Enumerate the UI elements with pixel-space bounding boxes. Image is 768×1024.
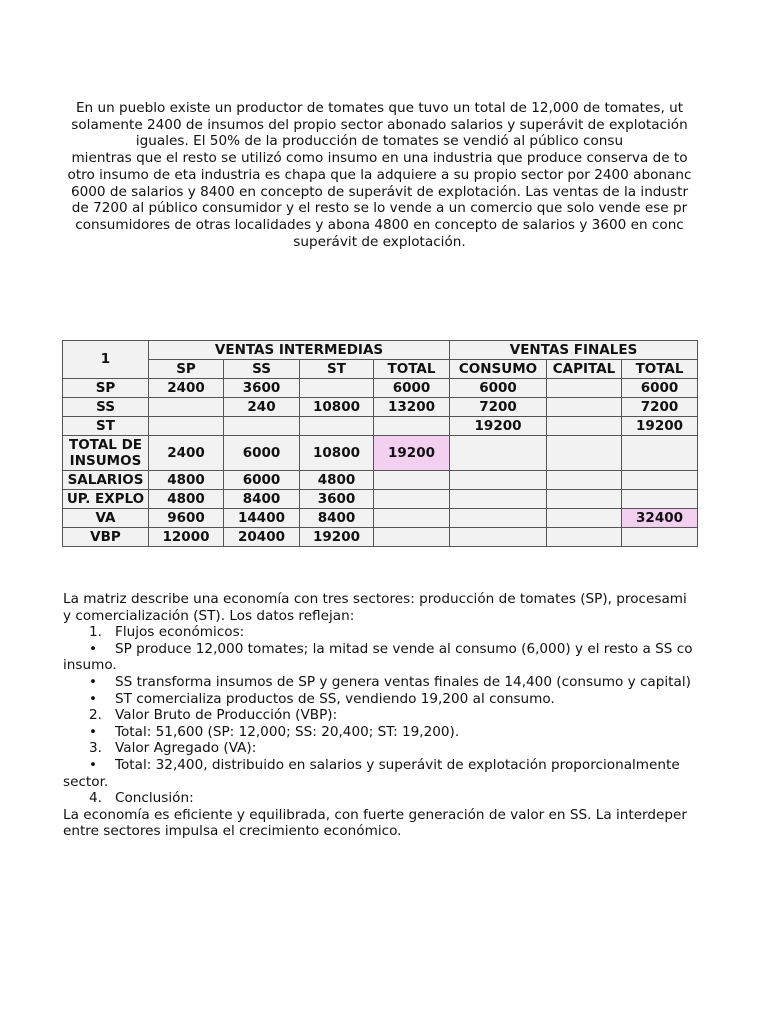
table-cell	[547, 398, 622, 417]
table-cell: 4800	[149, 490, 224, 509]
table-cell	[300, 379, 374, 398]
col-header: CAPITAL	[547, 360, 622, 379]
bullet-item	[63, 674, 696, 691]
intro-line: superávit de explotación.	[293, 233, 466, 250]
table-cell: 6000	[224, 471, 300, 490]
table-cell	[547, 509, 622, 528]
table-row	[63, 528, 698, 547]
table-cell	[224, 417, 300, 436]
numbered-item	[63, 790, 696, 807]
row-header: UP. EXPLO	[63, 490, 149, 509]
table-cell: 10800	[300, 436, 374, 471]
table-cell: 3600	[224, 379, 300, 398]
intro-line: En un pueblo existe un productor de tomates que tuvo un total de 12,000 de tomates, ut	[75, 100, 684, 116]
col-header: SS	[224, 360, 300, 379]
table-cell	[547, 528, 622, 547]
row-header: TOTAL DE INSUMOS	[63, 436, 149, 471]
item-number: 4.	[89, 790, 102, 807]
table-cell: 7200	[622, 398, 698, 417]
table-cell	[450, 528, 547, 547]
corner-cell: 1	[63, 341, 149, 379]
table-cell: 3600	[300, 490, 374, 509]
row-header: SP	[63, 379, 149, 398]
table-header-row	[63, 341, 698, 360]
table-cell	[374, 417, 450, 436]
highlighted-cell: 32400	[622, 509, 698, 528]
intro-line: solamente 2400 de insumos del propio sector abonado salarios y superávit de explotación	[71, 116, 688, 133]
table-row	[63, 471, 698, 490]
table-cell	[300, 417, 374, 436]
table-cell: 20400	[224, 528, 300, 547]
numbered-item	[63, 624, 696, 641]
item-text: Valor Bruto de Producción (VBP):	[115, 707, 338, 724]
table-cell: 10800	[300, 398, 374, 417]
table-cell: 4800	[149, 471, 224, 490]
item-text: Conclusión:	[115, 790, 194, 807]
table-cell	[374, 528, 450, 547]
table-cell: 4800	[300, 471, 374, 490]
bullet-continuation: sector.	[63, 773, 109, 790]
table-cell	[622, 471, 698, 490]
table-row	[63, 509, 698, 528]
intro-line: de 7200 al público consumidor y el resto se lo vende a un comercio que solo vende ese pr	[71, 200, 688, 217]
table-cell	[374, 490, 450, 509]
bullet-icon: •	[89, 756, 98, 773]
table-cell: 240	[224, 398, 300, 417]
bullet-text: Total: 51,600 (SP: 12,000; SS: 20,400; ST: 19,200).	[115, 723, 460, 740]
bullet-text: SS transforma insumos de SP y genera ventas finales de 14,400 (consumo y capital)	[115, 673, 691, 690]
table-cell: 12000	[149, 528, 224, 547]
table-row	[63, 417, 698, 436]
conclusion-text: La economía es eficiente y equilibrada, con fuerte generación de valor en SS. La interdeper	[63, 806, 687, 823]
table-subheader-row	[63, 360, 698, 379]
intro-line: iguales. El 50% de la producción de tomates se vendió al público consu	[135, 133, 624, 150]
conclusion-text: entre sectores impulsa el crecimiento económico.	[63, 823, 402, 840]
table-cell	[374, 471, 450, 490]
numbered-item	[63, 740, 696, 757]
col-header: TOTAL	[622, 360, 698, 379]
row-header: VA	[63, 509, 149, 528]
intro-line: mientras que el resto se utilizó como insumo en una industria que produce conserva de to	[71, 150, 688, 167]
item-text: Flujos económicos:	[115, 624, 245, 641]
group-header-final: VENTAS FINALES	[450, 341, 698, 360]
col-header: TOTAL	[374, 360, 450, 379]
table-cell: 13200	[374, 398, 450, 417]
table-cell: 19200	[622, 417, 698, 436]
table-cell	[450, 436, 547, 471]
intro-line: otro insumo de eta industria es chapa que la adquiere a su propio sector por 2400 abonanc	[67, 166, 692, 183]
table-cell	[450, 509, 547, 528]
col-header: ST	[300, 360, 374, 379]
analysis-section	[63, 591, 696, 840]
table-cell: 9600	[149, 509, 224, 528]
group-header-intermediate: VENTAS INTERMEDIAS	[149, 341, 450, 360]
intro-line: 6000 de salarios y 8400 en concepto de superávit de explotación. Las ventas de la industr	[70, 183, 689, 200]
table-cell	[622, 436, 698, 471]
analysis-intro: y comercialización (ST). Los datos reflejan:	[63, 607, 355, 624]
bullet-item	[63, 641, 696, 658]
bullet-icon: •	[89, 690, 98, 707]
item-text: Valor Agregado (VA):	[115, 740, 257, 757]
table-cell	[622, 528, 698, 547]
table-cell	[450, 471, 547, 490]
col-header: CONSUMO	[450, 360, 547, 379]
table-cell: 6000	[450, 379, 547, 398]
numbered-item	[63, 707, 696, 724]
bullet-item	[63, 724, 696, 741]
table-row	[63, 436, 698, 471]
bullet-text: Total: 32,400, distribuido en salarios y superávit de explotación proporcionalmente	[115, 756, 680, 773]
table-cell	[547, 471, 622, 490]
table-cell	[547, 436, 622, 471]
table-cell: 6000	[374, 379, 450, 398]
table-cell	[547, 417, 622, 436]
table-cell	[374, 509, 450, 528]
table-cell	[149, 398, 224, 417]
item-number: 3.	[89, 740, 102, 757]
intro-paragraph	[63, 100, 696, 252]
table-cell	[622, 490, 698, 509]
table-row	[63, 490, 698, 509]
col-header: SP	[149, 360, 224, 379]
table-cell: 14400	[224, 509, 300, 528]
table-cell	[547, 379, 622, 398]
bullet-icon: •	[89, 640, 98, 657]
table-cell: 19200	[300, 528, 374, 547]
bullet-icon: •	[89, 723, 98, 740]
table-row	[63, 398, 698, 417]
bullet-item	[63, 691, 696, 708]
bullet-item	[63, 757, 696, 774]
input-output-matrix	[62, 340, 698, 547]
row-header: ST	[63, 417, 149, 436]
row-header: VBP	[63, 528, 149, 547]
table-cell: 8400	[300, 509, 374, 528]
row-header: SALARIOS	[63, 471, 149, 490]
table-cell: 2400	[149, 379, 224, 398]
bullet-icon: •	[89, 673, 98, 690]
bullet-continuation: insumo.	[63, 657, 117, 674]
analysis-intro: La matriz describe una economía con tres sectores: producción de tomates (SP), procesami	[63, 591, 687, 607]
bullet-text: ST comercializa productos de SS, vendiendo 19,200 al consumo.	[115, 690, 555, 707]
intro-line: consumidores de otras localidades y abona 4800 en concepto de salarios y 3600 en conc	[75, 216, 684, 233]
table-cell: 6000	[224, 436, 300, 471]
bullet-text: SP produce 12,000 tomates; la mitad se vende al consumo (6,000) y el resto a SS co	[115, 640, 693, 657]
item-number: 1.	[89, 624, 102, 641]
table-cell: 19200	[450, 417, 547, 436]
table-cell: 7200	[450, 398, 547, 417]
table-cell	[547, 490, 622, 509]
row-header: SS	[63, 398, 149, 417]
table-cell	[149, 417, 224, 436]
highlighted-cell: 19200	[374, 436, 450, 471]
table-cell	[450, 490, 547, 509]
item-number: 2.	[89, 707, 102, 724]
table-row	[63, 379, 698, 398]
table-cell: 6000	[622, 379, 698, 398]
table-cell: 2400	[149, 436, 224, 471]
table-cell: 8400	[224, 490, 300, 509]
